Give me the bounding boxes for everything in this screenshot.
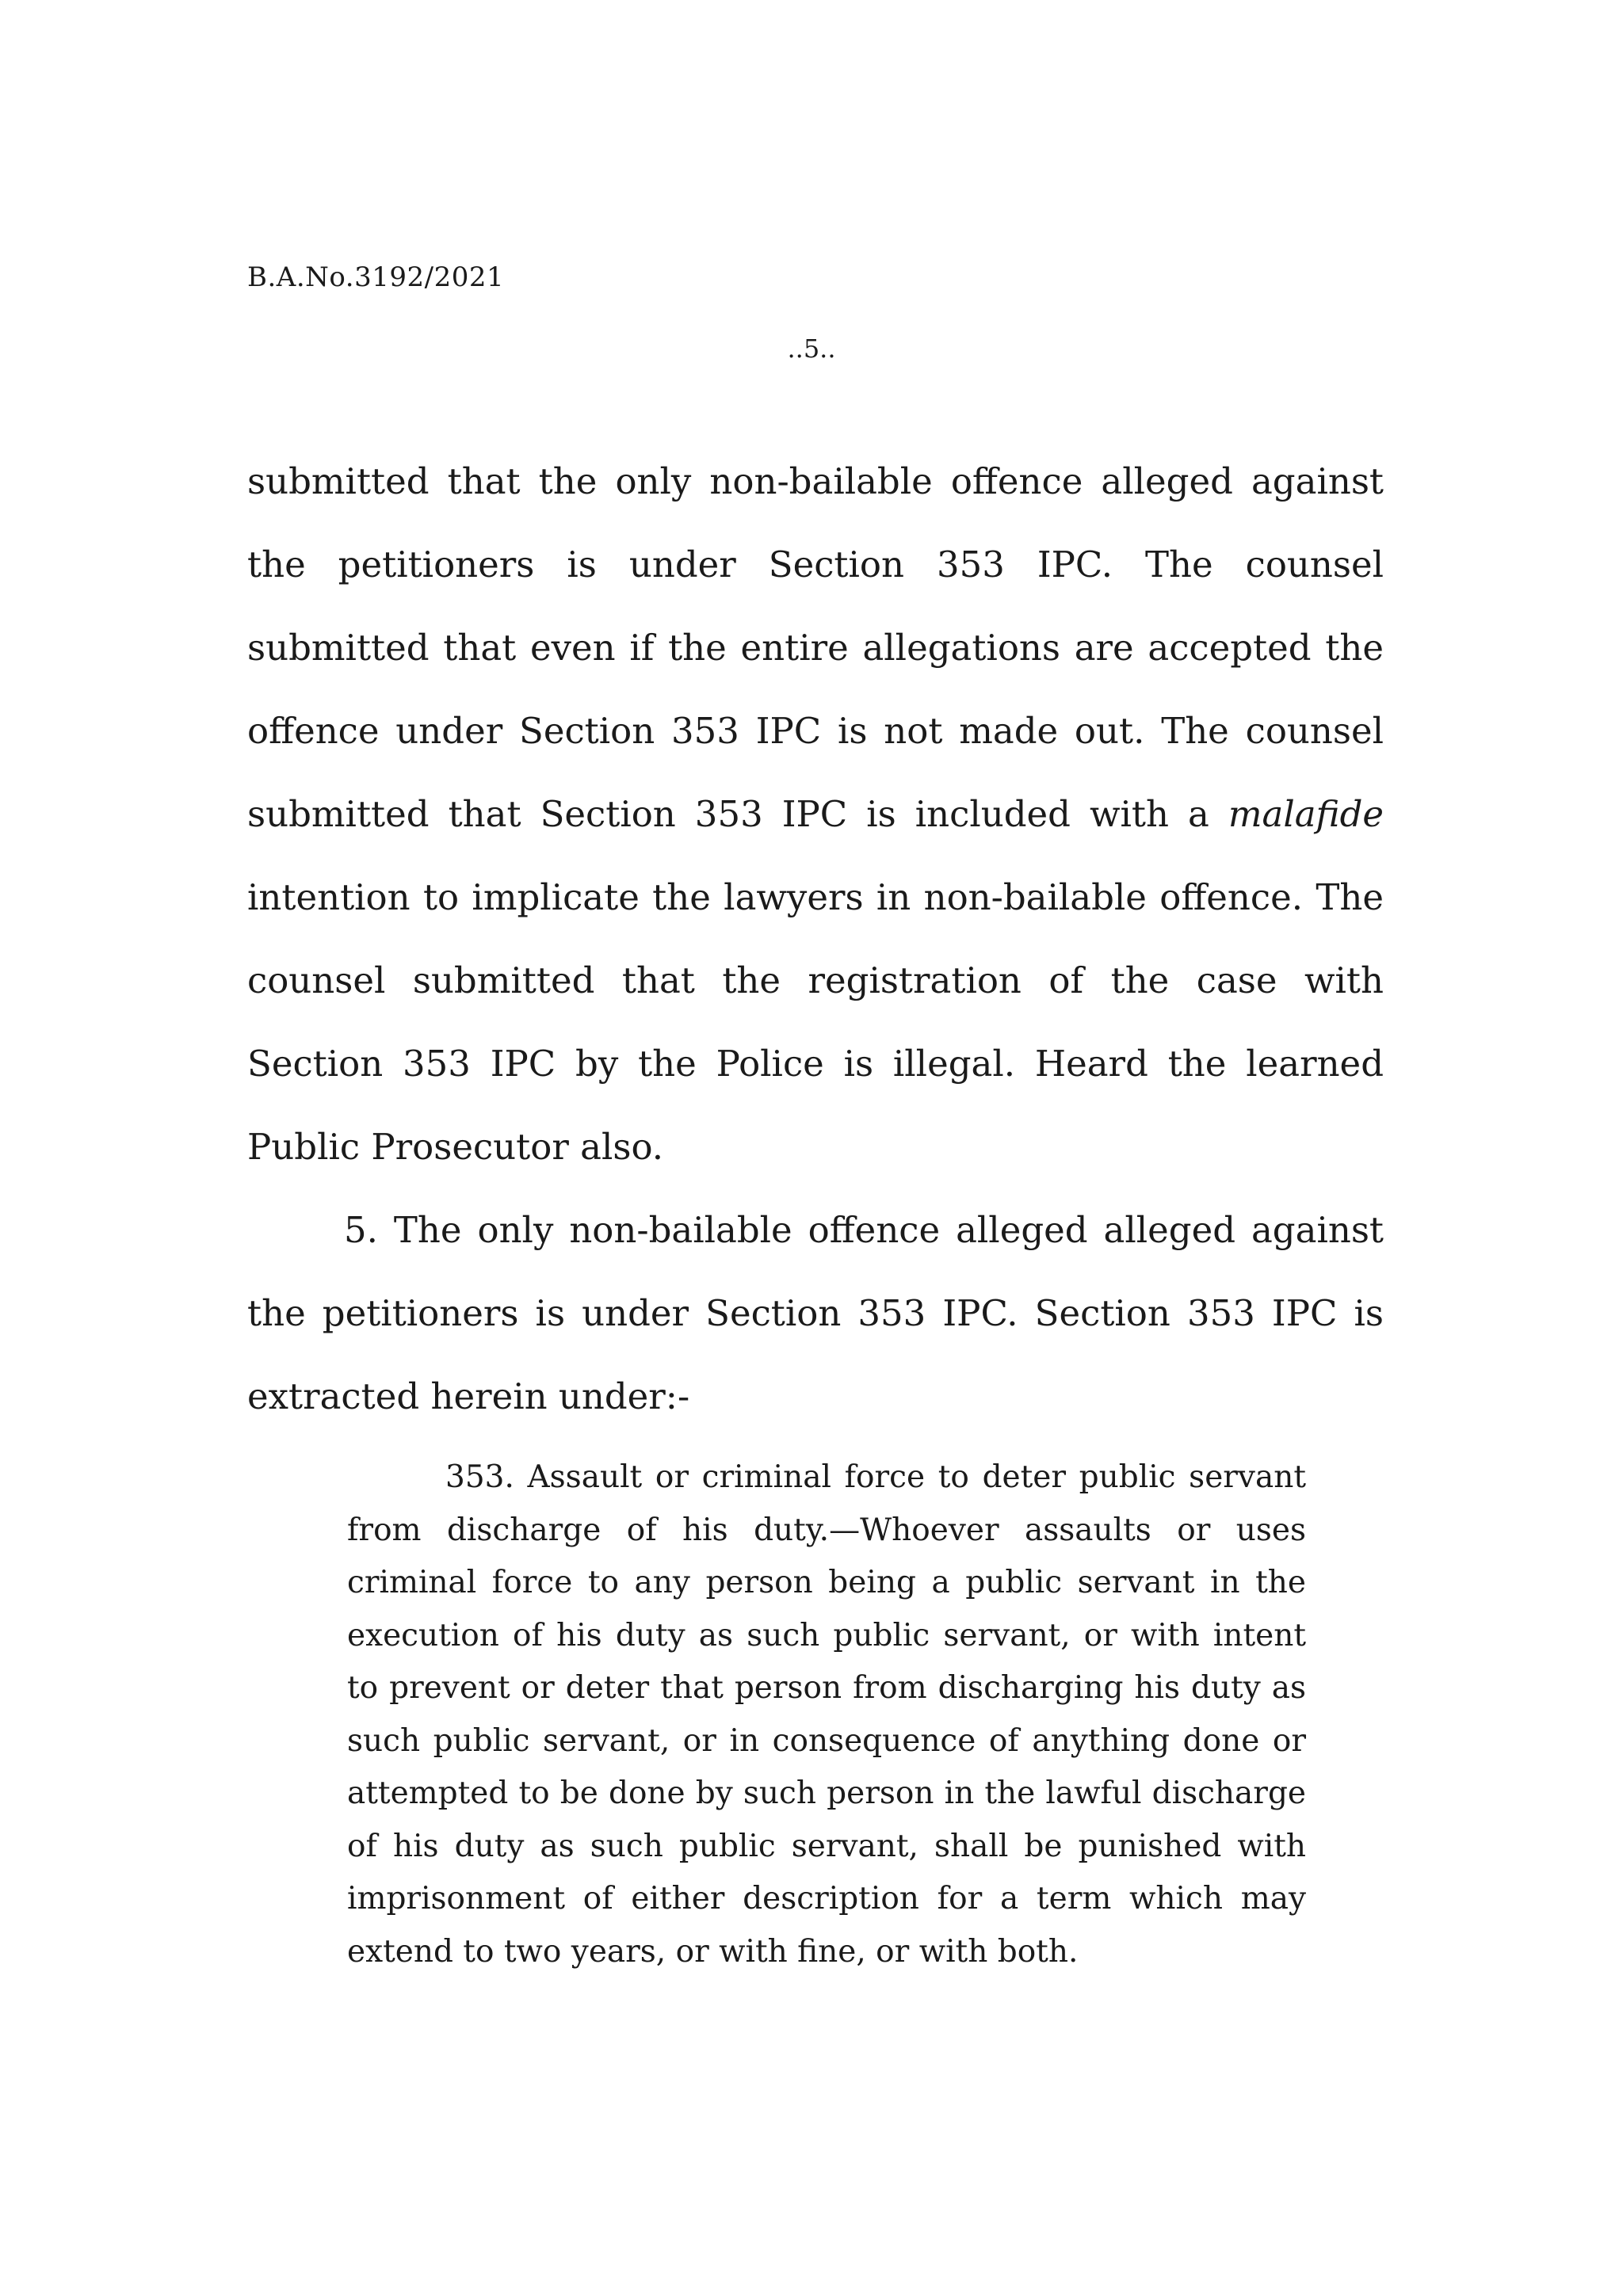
case-number: B.A.No.3192/2021	[247, 261, 505, 293]
paragraph-submissions-part-1: submitted that the only non-bailable offence alleged against the petitioners is under Section 353 IPC. The counsel submitted that even if the entire allegations are accepted the offence under Section 353 IPC is not made out. The counsel submitted that Section 353 IPC is included with a	[247, 460, 1384, 835]
paragraph-submissions	[247, 440, 1384, 1188]
paragraph-5: 5. The only non-bailable offence alleged alleged against the petitioners is under Section 353 IPC. Section 353 IPC is extracted herein under:-	[247, 1209, 1384, 1417]
page-number: ..5..	[787, 334, 836, 364]
section-353-quote: 353. Assault or criminal force to deter public servant from discharge of his duty.—Whoever assaults or uses criminal force to any person being a public servant in the execution of his duty as such public servant, or with intent to prevent or deter that person from discharging his duty as such public servant, or in consequence of anything done or attempted to be done by such person in the lawful discharge of his duty as such public servant, shall be punished with imprisonment of either description for a term which may extend to two years, or with fine, or with both.	[347, 1459, 1306, 1970]
paragraph-submissions-part-2: intention to implicate the lawyers in non-bailable offence. The counsel submitted that the registration of the case with Section 353 IPC by the Police is illegal. Heard the learned Public Prosecutor also.	[247, 876, 1384, 1168]
malafide-term: malafide	[1228, 793, 1384, 835]
